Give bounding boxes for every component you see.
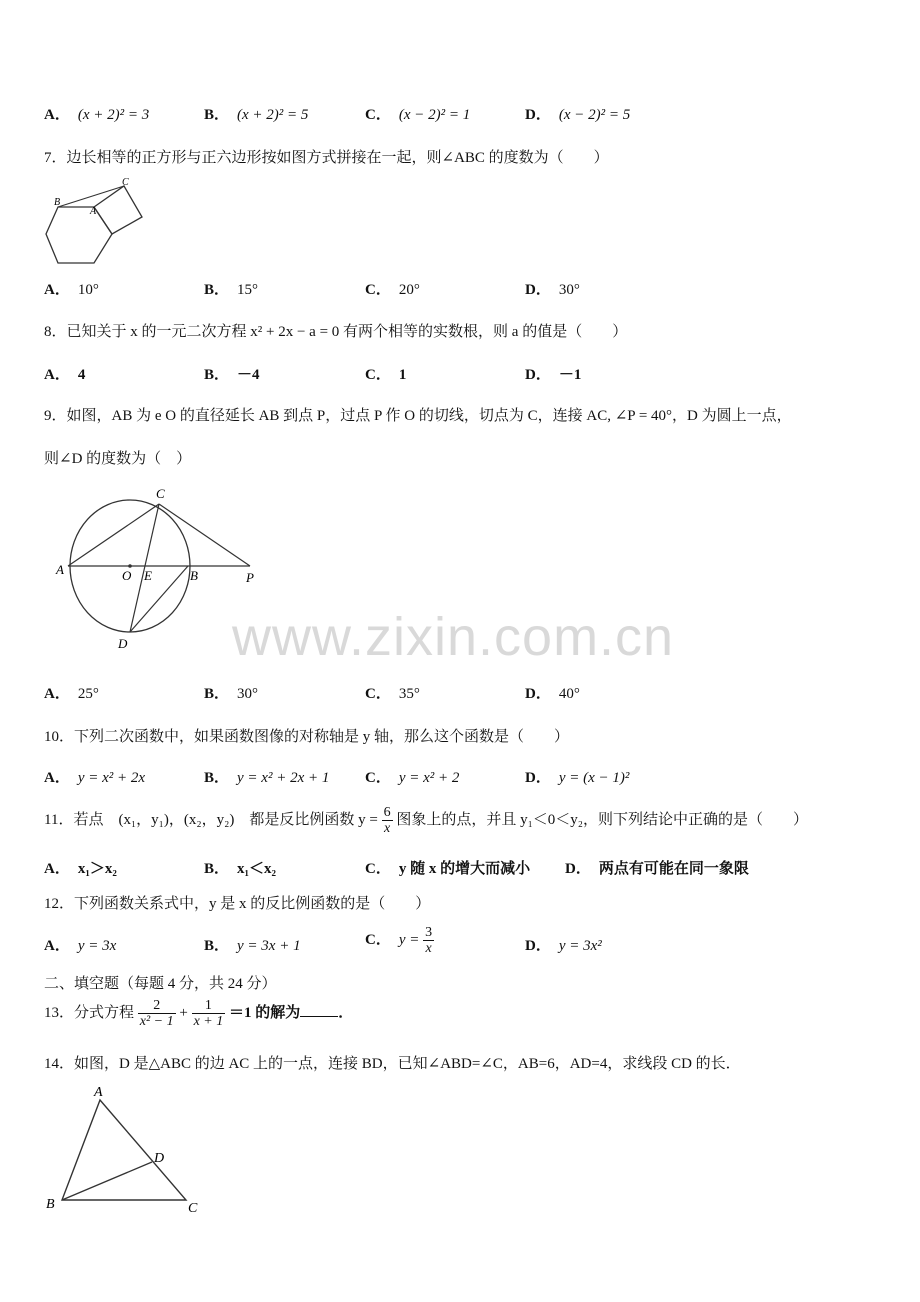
q13-answer-blank	[300, 1016, 338, 1017]
q14-figure	[40, 1082, 210, 1218]
q11-fraction: $\frac{6}{x}$	[383, 805, 391, 836]
q7-label-c: C	[122, 177, 129, 188]
q14-label-b: B	[46, 1197, 55, 1212]
q9-label-c: C	[156, 486, 165, 501]
q12-c-fraction: $\frac{3}{x}$	[425, 925, 433, 956]
q7-option-b: B． 15°	[204, 282, 259, 298]
q14-stem: 14．如图，D 是△ABC 的边 AC 上的一点，连接 BD，已知∠ABD=∠C，AB=6，AD=4，求线段 CD 的长．	[44, 1056, 741, 1072]
q9-label-p: P	[246, 570, 254, 585]
q11-option-c: C． y 随 x 的增大而减小	[365, 861, 531, 877]
q12-option-d: D． y = 3x²	[525, 938, 602, 954]
q11-option-b: B． x₁＜x₂	[204, 861, 277, 877]
section-2-heading: 二、填空题（每题 4 分，共 24 分）	[44, 976, 277, 992]
q10-option-c: C． y = x² + 2	[365, 770, 460, 786]
q6-option-b: B． (x + 2)² = 5	[204, 107, 309, 123]
q6-option-d: D． (x − 2)² = 5	[525, 107, 631, 123]
q10-stem: 10．下列二次函数中，如果函数图像的对称轴是 y 轴，那么这个函数是（ ）	[44, 729, 570, 745]
q11-option-a: A． x₁＞x₂	[44, 861, 117, 877]
q9-option-a: A． 25°	[44, 686, 99, 702]
q11-stem: 11．若点 (x₁，y₁)，(x₂，y₂) 都是反比例函数 y = $\frac{6}{x}$ 图象上的点，并且 y₁＜0＜y₂，则下列结论中正确的是（ ）	[44, 805, 809, 836]
q6-option-c: C． (x − 2)² = 1	[365, 107, 471, 123]
q13-fraction-1: $\frac{2}{\text{x² − 1}}$	[139, 998, 174, 1029]
q10-option-d: D． y = (x − 1)²	[525, 770, 630, 786]
q12-option-a: A． y = 3x	[44, 938, 117, 954]
q12-stem: 12．下列函数关系式中，y 是 x 的反比例函数的是（ ）	[44, 896, 431, 912]
q12-option-b: B． y = 3x + 1	[204, 938, 301, 954]
q9-stem-line1: 9．如图，AB 为 e O 的直径延长 AB 到点 P，过点 P 作 O 的切线，切点为 C，连接 AC, ∠P = 40°，D 为圆上一点，	[44, 408, 792, 424]
q8-option-d: D． －1	[525, 367, 582, 383]
q9-label-o: O	[122, 568, 132, 583]
q7-label-a: A	[90, 206, 97, 217]
q7-stem: 7．边长相等的正方形与正六边形按如图方式拼接在一起，则∠ABC 的度数为（ ）	[44, 150, 609, 166]
q9-label-a: A	[56, 562, 64, 577]
q8-option-c: C． 1	[365, 367, 407, 383]
q14-label-d: D	[154, 1151, 165, 1166]
q7-label-b: B	[54, 197, 61, 208]
q9-option-c: C． 35°	[365, 686, 420, 702]
q12-option-c: C． y = $\frac{3}{x}$	[365, 925, 433, 956]
q13-fraction-2: $\frac{1}{x + 1}$	[193, 998, 224, 1029]
q14-label-a: A	[94, 1085, 103, 1100]
q11-option-d: D． 两点有可能在同一象限	[565, 861, 749, 877]
q9-label-b: B	[190, 568, 198, 583]
q6-option-a: A． (x + 2)² = 3	[44, 107, 150, 123]
q9-stem-line2: 则∠D 的度数为（ ）	[44, 451, 192, 467]
watermark: www.zixin.com.cn	[232, 607, 675, 667]
q8-stem: 8．已知关于 x 的一元二次方程 x² + 2x − a = 0 有两个相等的实数根，则 a 的值是（ ）	[44, 324, 628, 340]
q8-option-a: A． 4	[44, 367, 86, 383]
q9-option-d: D． 40°	[525, 686, 580, 702]
q13-stem: 13．分式方程 $\frac{2}{\text{x² − 1}}$ + $\frac{1}{x + 1}$ ＝1 的解为 ．	[44, 998, 354, 1029]
q10-option-a: A． y = x² + 2x	[44, 770, 146, 786]
q14-label-c: C	[188, 1201, 198, 1216]
q7-option-a: A． 10°	[44, 282, 99, 298]
q9-option-b: B． 30°	[204, 686, 259, 702]
q7-option-d: D． 30°	[525, 282, 580, 298]
q10-option-b: B． y = x² + 2x + 1	[204, 770, 330, 786]
q9-label-e: E	[144, 568, 152, 583]
q9-label-d: D	[118, 636, 128, 651]
q7-option-c: C． 20°	[365, 282, 420, 298]
q7-figure	[40, 174, 152, 270]
q8-option-b: B． －4	[204, 367, 260, 383]
